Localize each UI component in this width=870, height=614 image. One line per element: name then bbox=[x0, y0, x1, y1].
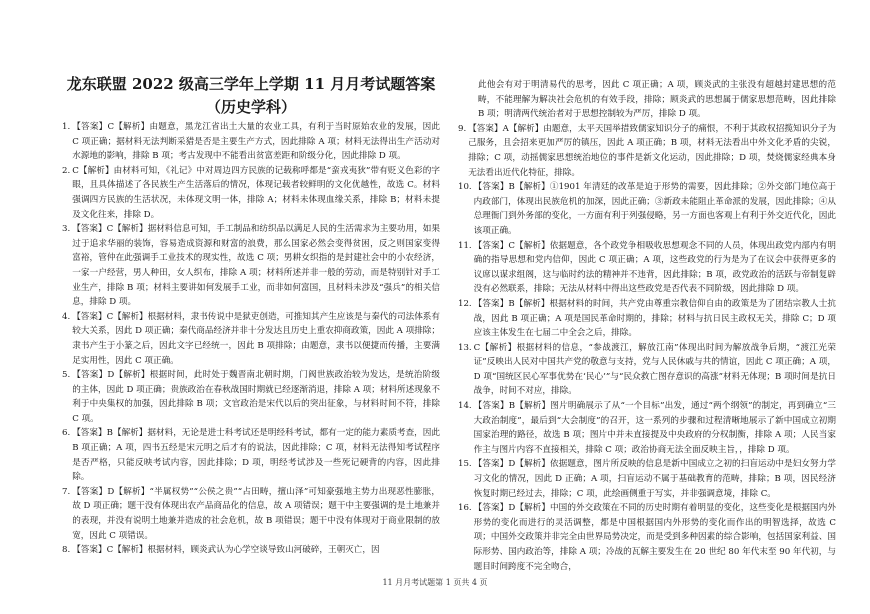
answer-text: 【答案】A【解析】由题意，太平天国举措致儒家知识分子的痛恨，不利于其政权招揽知识分子为己服务，且会招来更加严厉的镇压，因此 A 项正确；B 项，材料无法看出中外文化矛盾的尖锐，排除；C 项，动摇儒家思想统治地位的事件是新文化运动，因此排除；D 项，焚烧儒家经典本身无法看出近代化特征，排除。 bbox=[468, 123, 836, 178]
answer-item bbox=[62, 426, 440, 484]
left-column bbox=[62, 120, 440, 558]
answer-text: 【答案】D【解析】根据时间，此时处于魏晋南北朝时期，门阀世族政治较为发达，是统治阶级的主体，因此 D 项正确；贵族政治在春秋战国时期就已经逐渐消退，排除 A 项；材料所述现象不利于中央集权的加强，因此排除 B 项；文官政治是宋代以后的突出征象，与材料时间不符，排除 C 项。 bbox=[72, 370, 440, 424]
answer-text: 【答案】D【解析】“半属权势”“公侯之贵”“占田畴，擅山泽”可知豪强地主势力出现恶性膨胀，故 D 项正确；题干没有体现出农产品商品化的信息，故 A 项错误；题干中主要强调的是土地兼并的表现，并没有说明土地兼并造成的社会危机，故 B 项错误；题干中没有体现对于商业限制的放宽，因此 C 项错误。 bbox=[72, 486, 440, 541]
answer-item bbox=[458, 341, 836, 399]
answer-item bbox=[458, 239, 836, 297]
answer-item bbox=[62, 222, 440, 310]
answer-item bbox=[458, 122, 836, 180]
continued-answer-text: 此他会有对于明清易代的思考，因此 C 项正确；A 项，顾炎武的主张没有超越封建思想的范畴，不能理解为解决社会危机的有效手段，排除；顾炎武的思想属于儒家思想范畴，因此排除 B 项；明清两代统治者对于思想控制较为严厉，排除 D 项。 bbox=[478, 80, 836, 120]
answer-text: 【答案】B【解析】①1901 年清廷的改革是迫于形势的需要，因此排除；②外交部门地位高于内政部门，体现出民族危机的加深，因此正确；③新政未能阻止革命派的发展，因此排除；④从总理衙门到外务部的变化，一方面有利于列强侵略，另一方面也客观上有利于外交近代化，因此该项正确。 bbox=[473, 182, 836, 236]
answer-item bbox=[62, 368, 440, 426]
answer-number: 10. bbox=[458, 182, 472, 193]
answer-item bbox=[458, 501, 836, 574]
answer-item bbox=[62, 164, 440, 222]
answer-text: 【答案】D【解析】中国的外交政策在不同的历史时期有着明显的变化，这些变化是根据国内外形势的变化而进行的灵活调整，都是中国根据国内外形势的变化而作出的明智选择，故选 C 项；中国外交政策并非完全由世界局势决定，而是受到多种因素的综合影响，包括国家利益、国际形势、国内政治等，排除 A 项；冷战的瓦解主要发生在 20 世纪 80 年代末至 90 年代初，与题目时间跨度不完全吻合， bbox=[473, 503, 836, 572]
answer-text: C【解析】由材料可知，《礼记》中对周边四方民族的记载称呼都是“蛮戎夷狄”带有贬义色彩的字眼，且具体描述了各民族生产生活落后的情况，体现记载者较鲜明的文化优越性，故选 C。材料强调四方民族的生活状况，未体现文明一体，排除 A；材料未体现血缘关系，排除 B；材料未提及文化往来，排除 D。 bbox=[72, 165, 440, 220]
right-column bbox=[458, 78, 836, 574]
page-title: 龙东联盟 2022 级高三学年上学期 11 月月考试题答案 bbox=[66, 75, 436, 93]
answer-item bbox=[458, 399, 836, 457]
answer-number: 12. bbox=[458, 298, 472, 309]
answer-item bbox=[458, 297, 836, 341]
answer-item bbox=[458, 180, 836, 238]
answer-number: 8. bbox=[62, 545, 71, 556]
answer-text: 【答案】D【解析】依据题意，图片所反映的信息是新中国成立之初的扫盲运动中是妇女努力学习文化的情况，因此 D 正确；A 项，扫盲运动不属于基础教育的范畴，排除；B 项，因民经济恢复时期已经过去，排除；C 项，此绘画侧重于写实，并非强调意境，排除 C。 bbox=[473, 459, 836, 499]
answer-item bbox=[62, 310, 440, 368]
answer-number: 4. bbox=[62, 311, 71, 322]
answer-number: 1. bbox=[62, 122, 71, 132]
answer-item bbox=[62, 485, 440, 543]
answer-number: 7. bbox=[62, 486, 71, 497]
answer-text: 【答案】C【解析】根据材料，隶书传说中是狱吏创造，可推知其产生应该是与秦代的司法体系有较大关系，因此 D 项正确；秦代商品经济并非十分发达且历史上重农抑商政策，因此 A 项排除；隶书产生于小篆之后，因此文字已经统一，因此 B 项排除；由题意，隶书以便捷而传播，主要满足实用性，因此 C 项正确。 bbox=[72, 311, 440, 366]
page-subtitle: （历史学科） bbox=[205, 98, 296, 116]
answer-item bbox=[62, 543, 440, 558]
answer-item bbox=[458, 457, 836, 501]
answer-item bbox=[62, 120, 440, 164]
answer-number: 16. bbox=[458, 503, 472, 514]
answer-text: 【答案】C【解析】根据材料，顾炎武认为心学空谈导致山河破碎，王朝灭亡，因 bbox=[72, 545, 380, 556]
answer-text: 【答案】C【解析】据材料信息可知，手工制品和纺织品以满足人民的生活需求为主要功用，如果过于追求华丽的装饰，容易造成资源和财富的浪费，那么国家必然会变得贫困，反之则国家变得富裕，管仲在此强调手工业技术的现实性，故选 C 项；男耕女织指的是封建社会中的小农经济，一家一户经营，男人种田，女人织布，排除 A 项；材料所述并非一般的劳动，而是特别针对手工业生产，排除 B 项；材料主要讲如何发展手工业，而非如何富国，且材料未涉及“强兵”的相关信息，排除 D 项。 bbox=[72, 224, 440, 308]
answer-text: 【答案】B【解析】根据材料的时间，共产党由尊重宗教信仰自由的政策是为了团结宗教人士抗战，因此 B 项正确；A 项是国民革命时期的，排除；材料与抗日民主政权无关，排除 C；D 项应该主体发生在七届二中全会之后，排除。 bbox=[473, 298, 836, 339]
answer-text: C【解析】根据材料的信息，“参战渡江，解放江南”体现出时间为解放战争后期，“渡江光荣证”反映出人民对中国共产党的敬意与支持，党与人民休戚与共的情谊，因此 C 项正确；A 项，D 项“国统区民心军事优势在‘民心’”与“民众救亡图存意识的高涨”材料无体现；B 项时间是抗日战争，时间不对应，排除。 bbox=[473, 342, 836, 397]
answer-text: 【答案】C【解析】由题意，黑龙江省出土大量的农业工具，有利于当时原始农业的发展，因此 C 项正确；据材料无法判断采猎是否是主要生产方式，因此排除 A 项；材料无法得出生产活动对水源地的影响，排除 B 项；考古发现中不能看出贫富差距和阶级分化，因此排除 D 项。 bbox=[72, 122, 440, 162]
answer-number: 2. bbox=[62, 165, 71, 176]
answer-text: 【答案】C【解析】依据题意，各个政党争相吸收思想观念不同的人员，体现出政党内部内有明确的指导思想和党内信仰，因此 C 项正确；A 项，这些政党的行为是为了在议会中获得更多的议席以谋求组阁，这与临时约法的精神并不违背，因此排除；B 项，政党政治的活跃与帝制复辟没有必然联系，排除；无法从材料中得出这些政党是否代表不同阶级，因此排除 D 项。 bbox=[473, 240, 836, 295]
answer-number: 11. bbox=[458, 240, 472, 251]
page-footer: 11 月月考试题第 1 页共 4 页 bbox=[382, 578, 488, 587]
answer-number: 6. bbox=[62, 428, 71, 439]
answer-number: 5. bbox=[62, 370, 71, 381]
answer-number: 9. bbox=[458, 123, 467, 134]
answer-text: 【答案】B【解析】图片明确展示了从“一个目标”出发，通过“两个纲领”的制定，再到确立“三大政治制度”，最后到“大会制度”的召开，这一系列的步骤和过程清晰地展示了新中国成立初期国家治理的路径，故选 B 项；图片中并未直接提及中央政府的分权制衡，排除 A 项；人民当家作主与图片内容不直接相关，排除 C 项；政治协商无法全面反映主旨，，排除 D 项。 bbox=[473, 401, 836, 455]
answer-number: 13. bbox=[458, 342, 472, 353]
answer-text: 【答案】B【解析】据材料，无论是进士科考试还是明经科考试，都有一定的能力素质考查，因此 B 项正确；A 项，四书五经是宋元明之后才有的说法，因此排除；C 项，材料无法得知考试程序是否严格，只能反映考试内容，因此排除；D 项，明经考试涉及一些死记硬背的内容，因此排除。 bbox=[72, 428, 440, 483]
answer-number: 3. bbox=[62, 224, 71, 235]
answer-number: 14. bbox=[458, 401, 472, 412]
answer-number: 15. bbox=[458, 459, 472, 470]
